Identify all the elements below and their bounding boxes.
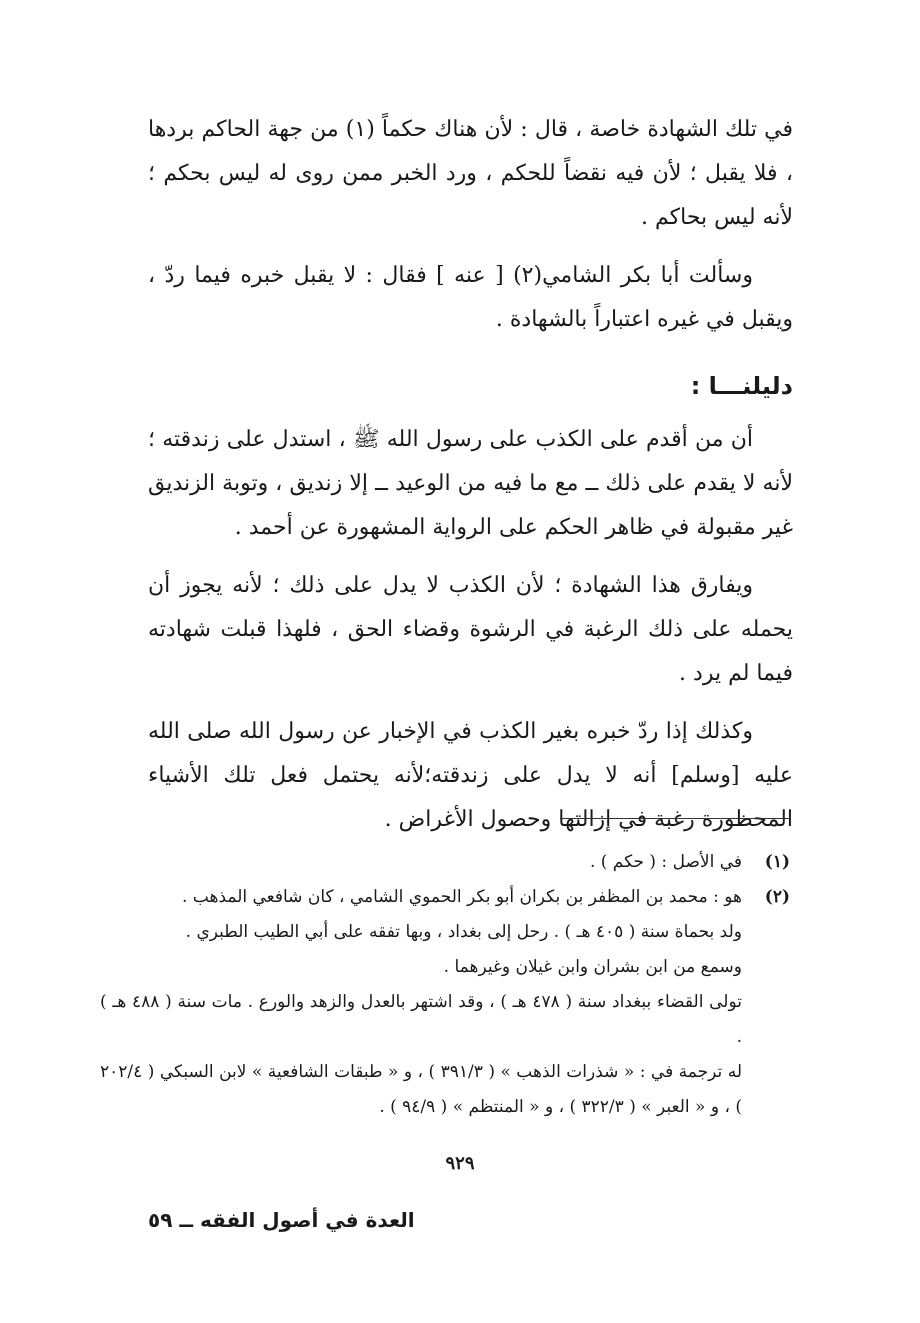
footnote-number: (٢) — [764, 887, 790, 907]
footnote-line: تولى القضاء ببغداد سنة ( ٤٧٨ هـ ) ، وقد اشتهر بالعدل والزهد والورع . مات سنة ( ٤٨٨ هـ ) . — [100, 992, 742, 1047]
footnote-body — [100, 845, 742, 880]
footnote-line: له ترجمة في : « شذرات الذهب » ( ٣٩١/٣ ) ، و « طبقات الشافعية » لابن السبكي ( ٢٠٢/٤ ) ، و « العبر » ( ٣٢٢/٣ ) ، و « المنتظم » ( ٩٤/٩ ) . — [100, 1062, 742, 1117]
footnote-divider — [560, 818, 790, 819]
footnotes — [100, 845, 790, 1125]
running-footer: العدة في أصول الفقه ــ ٥٩ — [148, 1208, 415, 1232]
paragraph-2: وسألت أبا بكر الشامي(٢) [ عنه ] فقال : لا يقبل خبره فيما ردّ ، ويقبل في غيره اعتباراً بالشهادة . — [148, 263, 793, 332]
footnote-line: هو : محمد بن المظفر بن بكران أبو بكر الحموي الشامي ، كان شافعي المذهب . — [181, 887, 742, 907]
paragraph-4: ويفارق هذا الشهادة ؛ لأن الكذب لا يدل على ذلك ؛ لأنه يجوز أن يحمله على ذلك الرغبة في الرشوة وقضاء الحق ، فلهذا قبلت شهادته فيما لم يرد . — [148, 573, 793, 686]
footnote-1 — [100, 845, 790, 880]
footnote-line: ولد بحماة سنة ( ٤٠٥ هـ ) . رحل إلى بغداد ، وبها تفقه على أبي الطيب الطبري . — [185, 922, 742, 942]
footnote-2 — [100, 880, 790, 1125]
main-text — [148, 108, 793, 856]
paragraph-5: وكذلك إذا ردّ خبره بغير الكذب في الإخبار عن رسول الله صلى الله عليه [وسلم] أنه لا يدل على زندقته؛لأنه يحتمل فعل تلك الأشياء المحظورة رغبة في إزالتها وحصول الأغراض . — [148, 719, 793, 832]
page-number: ٩٢٩ — [445, 1153, 475, 1174]
footnote-number: (١) — [764, 852, 790, 872]
footnote-line: وسمع من ابن بشران وابن غيلان وغيرهما . — [443, 957, 742, 977]
footnote-line: في الأصل : ( حكم ) . — [589, 852, 742, 872]
section-heading: دليلنـــا : — [690, 372, 793, 400]
paragraph-1: في تلك الشهادة خاصة ، قال : لأن هناك حكماً (١) من جهة الحاكم بردها ، فلا يقبل ؛ لأن فيه نقضاً للحكم ، ورد الخبر ممن روى له ليس بحكم ؛ لأنه ليس بحاكم . — [148, 117, 793, 230]
footnote-body — [100, 880, 742, 1125]
paragraph-3: أن من أقدم على الكذب على رسول الله ﷺ ، استدل على زندقته ؛ لأنه لا يقدم على ذلك ــ مع ما فيه من الوعيد ــ إلا زنديق ، وتوبة الزنديق غير مقبولة في ظاهر الحكم على الرواية المشهورة عن أحمد . — [148, 427, 793, 540]
